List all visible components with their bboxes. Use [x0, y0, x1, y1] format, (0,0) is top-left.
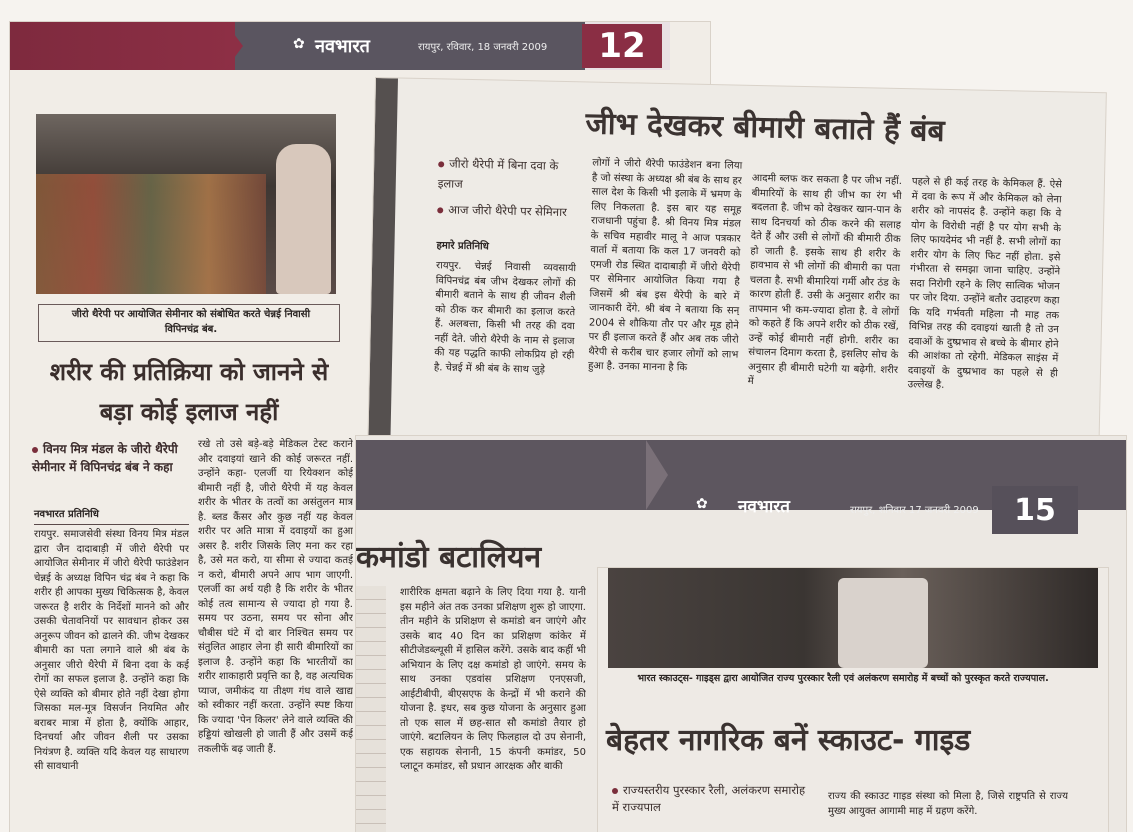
award-photo: [608, 568, 1098, 668]
masthead-arrow: [646, 440, 668, 510]
page-number: 12: [582, 24, 662, 68]
bullet-icon: [437, 207, 443, 213]
bullet-item-2: [437, 199, 567, 222]
bullet-item-1: [438, 153, 569, 196]
clip2-headline: जीभ देखकर बीमारी बताते हैं बंब: [585, 106, 945, 149]
brand-logo-icon: ✿: [293, 36, 305, 52]
clip2-lead: रायपुर. चेन्नई निवासी व्यवसायी विपिनचंद्र बंब जीभ देखकर लोगों की बीमारी बताने के साथ ही जीवन शैली को ठीक कर बीमारी का इलाज करते हैं. अलबत्ता, किसी भी तरह की दवा नहीं देते. जीरो थैरेपी के नाम से इलाज की यह पद्धति काफी लोकप्रिय हो रही है. चेन्नई में श्री बंब के साथ जुड़े: [433, 260, 577, 376]
scout-bullet: [612, 782, 812, 816]
bullet-icon: [612, 788, 618, 794]
newspaper-clip-tongue-diagnosis: [368, 78, 1106, 493]
partial-headline: कमांडो बटालियन: [356, 540, 542, 575]
seminar-photo: [36, 114, 336, 294]
bullet-list: [437, 153, 568, 222]
newspaper-clip-scout-guide: [598, 568, 1108, 832]
scout-headline: बेहतर नागरिक बनें स्काउट- गाइड: [606, 723, 971, 758]
bullet-icon: [438, 161, 444, 167]
brand-name: नवभारत: [738, 497, 790, 517]
photo-caption: जीरो थैरेपी पर आयोजित सेमीनार को संबोधित करते चेन्नई निवासी विपिनचंद्र बंब.: [71, 309, 311, 335]
clip2-byline: हमारे प्रतिनिधि: [436, 240, 489, 253]
article-column-1: रायपुर. समाजसेवी संस्था विनय मित्र मंडल द्वारा जैन दादाबाड़ी में जीरो थैरेपी पर आयोजित सेमीनार में जीरो थैरेपी फाउंडेशन चेन्नई के अध्यक्ष विपिन चंद्र बंब ने कहा कि शरीर ही आपका मुख्य चिकित्सक है, केवल जरूरत है शरीर के निर्देशों मानने को और उसकी चेतावनियों पर सावधान होकर उस अनुरूप जीवन को ढालने की. जीभ देखकर बीमारी का पता लगाने वाले श्री बंब के अनुसार जीरो थैरेपी में बिना दवा के कई रोगों का सफल इलाज है. उन्होंने कहा कि ऐसे व्यक्ति को बीमार होते नहीं देखा होगा जिसका मल-मूत्र विसर्जन नियमित और बराबर मात्रा में होता है, क्योंकि आहार, दिनचर्या और जीवन शैली पर उसका नियंत्रण है. व्यक्ति यदि केवल यह साधारण सी सावधानी: [34, 529, 189, 772]
byline-rule: [34, 524, 189, 525]
scout-bullet-text: राज्यस्तरीय पुरस्कार रैली, अलंकरण समारोह में राज्यपाल: [612, 783, 806, 814]
article-column-2: रखे तो उसे बड़े-बड़े मेडिकल टेस्ट कराने और दवाइयां खाने की कोई जरूरत नहीं. उन्होंने कहा- एलर्जी या रियेक्शन कोई बीमारी नहीं है, जीरो थैरेपी में यह केवल शरीर के भीतर के तत्वों का असंतुलन मात्र है. ब्लड कैंसर और कुछ नहीं यह केवल शरीर पर अति मात्रा में दवाइयों का हुआ असर है. शरीर जिसके लिए मना कर रहा है, उसे मत करो, या सीमा से ज्यादा कतई न करो, बीमारी अपने आप भाग जाएगी. एलर्जी का अर्थ यही है कि शरीर के भीतर कोई तत्व सामान्य से ज्यादा हो गया है. समय पर उठना, समय पर सोना और चौबीस घंटे में दो बार निश्चित समय पर संतुलित आहार लेना ही सारी बीमारियों का इलाज है. उन्होंने कहा कि भारतीयों का शरीर शाकाहारी प्रवृत्ति का है, वह अत्यधिक प्याज, जमीकंद या तीक्ष्ण गंध वाले खाद्य को स्वीकार नहीं करता. उन्होंने स्पष्ट किया कि ज्यादा 'पेन किलर' लेने वाले व्यक्ति की हड्डियां खोखली हो जाती हैं और उसमें कई तकलीफें बढ़ जाती हैं.: [198, 439, 353, 755]
sub-headline: [32, 440, 192, 476]
scout-side-text: राज्य की स्काउट गाइड संस्था को मिला है, जिसे राष्ट्रपति से राज्य मुख्य आयुक्त आगामी माह में ग्रहण करेंगे.: [828, 791, 1068, 817]
scout-photo-caption: भारत स्काउट्स- गाइड्स द्वारा आयोजित राज्य पुरस्कार रैली एवं अलंकरण समारोह में बच्चों को पुरस्कृत करते राज्यपाल.: [637, 673, 1049, 684]
dateline: रायपुर, शनिवार 17 जनवरी 2009: [850, 505, 979, 516]
clip2-column-4: पहले से ही कई तरह के केमिकल हैं. ऐसे में दवा के रूप में और केमिकल को लेना शरीर को नापसंद है. उन्होंने कहा कि वे योग के विरोधी नहीं है पर योग सभी के लिए फायदेमंद भी नहीं है. सभी लोगों का शरीर योग के लिए फिट नहीं होता. इसे गंभीरता से समझा जाना चाहिए. उन्होंने सदा निरोगी रहने के लिए सात्विक भोजन पर जोर दिया. उन्होंने बतौर उदाहरण कहा कि यदि गर्भवती महिला नौ माह तक विभिन्न तरह की दवाइयां खाती है तो उन दवाओं के दुष्प्रभाव से बच्चे के बीमार होने की आशंका तो रहेगी. मेडिकल साइंस में दवाइयों के दुष्प्रभाव का पहले से ही उल्लेख है.: [907, 176, 1063, 391]
clip2-column-2: लोगों ने जीरो थैरेपी फाउंडेशन बना लिया है जो संस्था के अध्यक्ष श्री बंब के साथ हर साल देश के किसी भी इलाके में भ्रमण के लिए निकलता है. इस बार यह समूह राजधानी पहुंचा है. श्री विनय मित्र मंडल के सचिव महावीर मालू ने आज पत्रकार वार्ता में बताया कि कल 17 जनवरी को एमजी रोड स्थित दादाबाड़ी में जीरो थैरेपी पर सेमिनार आयोजित किया गया है जिसमें श्री बंब इस थैरेपी के बारे में जानकारी देंगे. श्री बंब ने बताया कि सन् 2004 से शौकिया तौर पर और मूड होने पर ही इलाज करते हैं और अब तक जीरो थैरेपी से करीब चार हजार लोगों को लाभ हुआ है. उनका मानना है कि: [587, 157, 743, 374]
page-number: 15: [992, 486, 1078, 534]
brand-logo-icon: ✿: [696, 496, 708, 512]
bullet-text-2: आज जीरो थैरेपी पर सेमिनार: [448, 202, 567, 220]
dateline: रायपुर, रविवार, 18 जनवरी 2009: [418, 42, 548, 53]
byline: नवभारत प्रतिनिधि: [34, 509, 99, 520]
main-headline: शरीर की प्रतिक्रिया को जानने से बड़ा कोई इलाज नहीं: [49, 358, 329, 426]
sub-headline-text: विनय मित्र मंडल के जीरो थैरेपी सेमीनार में विपिनचंद्र बंब ने कहा: [32, 442, 178, 474]
masthead-arrow: [225, 22, 243, 70]
speaker-shape: [276, 144, 331, 294]
audience-shape: [36, 174, 266, 294]
clip2-column-3: आदमी ब्लफ कर सकता है पर जीभ नहीं. बीमारियों के साथ ही जीभ का रंग भी बदलता है. जीभ को देखकर खान-पान के साथ दिनचर्या को ठीक करने की सलाह देते हैं और उसी से लोगों की बीमारी ठीक हो जाती है. इसके साथ ही शरीर के हावभाव से भी लोगों की बीमारी का पता चलता है. सभी बीमारियां गर्मी और ठंड के कारण होती हैं. उसी के अनुसार शरीर का तापमान भी कम-ज्यादा होता है. वे लोगों को कहते हैं कि अपने शरीर को ठीक रखें, उन्हें कोई बीमारी नहीं होगी. शरीर का संचालन दिमाग करता है, इसलिए सोच के अनुसार ही बीमारी घटेगी या बढ़ेगी. शरीर में: [747, 172, 903, 387]
clip3-body: शारीरिक क्षमता बढ़ाने के लिए दिया गया है. यानी इस महीने अंत तक उनका प्रशिक्षण शुरू हो जाएगा. तीन महीने के प्रशिक्षण से कमांडो बन जाएंगे और उसके बाद 40 दिन का प्रशिक्षण कांकेर में सीटीजेडब्ल्यूसी में हासिल करेंगे. उसके बाद कहीं भी अभियान के लिए दक्ष कमांडो हो जाएंगे. समय के साथ उनका एडवांस प्रशिक्षण एनएसजी, आईटीबीपी, बीएसएफ के केन्द्रों में भी कराने की योजना है. इधर, सब कुछ योजना के अनुसार हुआ तो एक साल में छह-सात सौ कमांडो तैयार हो जाएंगे. बटालियन के लिए फिलहाल दो उप सेनानी, एक सहायक सेनानी, 15 कंपनी कमांडर, 50 प्लाटून कमांडर, सौ प्रधान आरक्षक और बाकी: [400, 587, 586, 772]
cut-edge-column: [356, 586, 386, 832]
figure-shape: [838, 578, 928, 668]
brand-name: नवभारत: [315, 36, 370, 57]
bullet-text-1: जीरो थैरेपी में बिना दवा के इलाज: [437, 156, 559, 191]
bullet-icon: [32, 447, 38, 453]
